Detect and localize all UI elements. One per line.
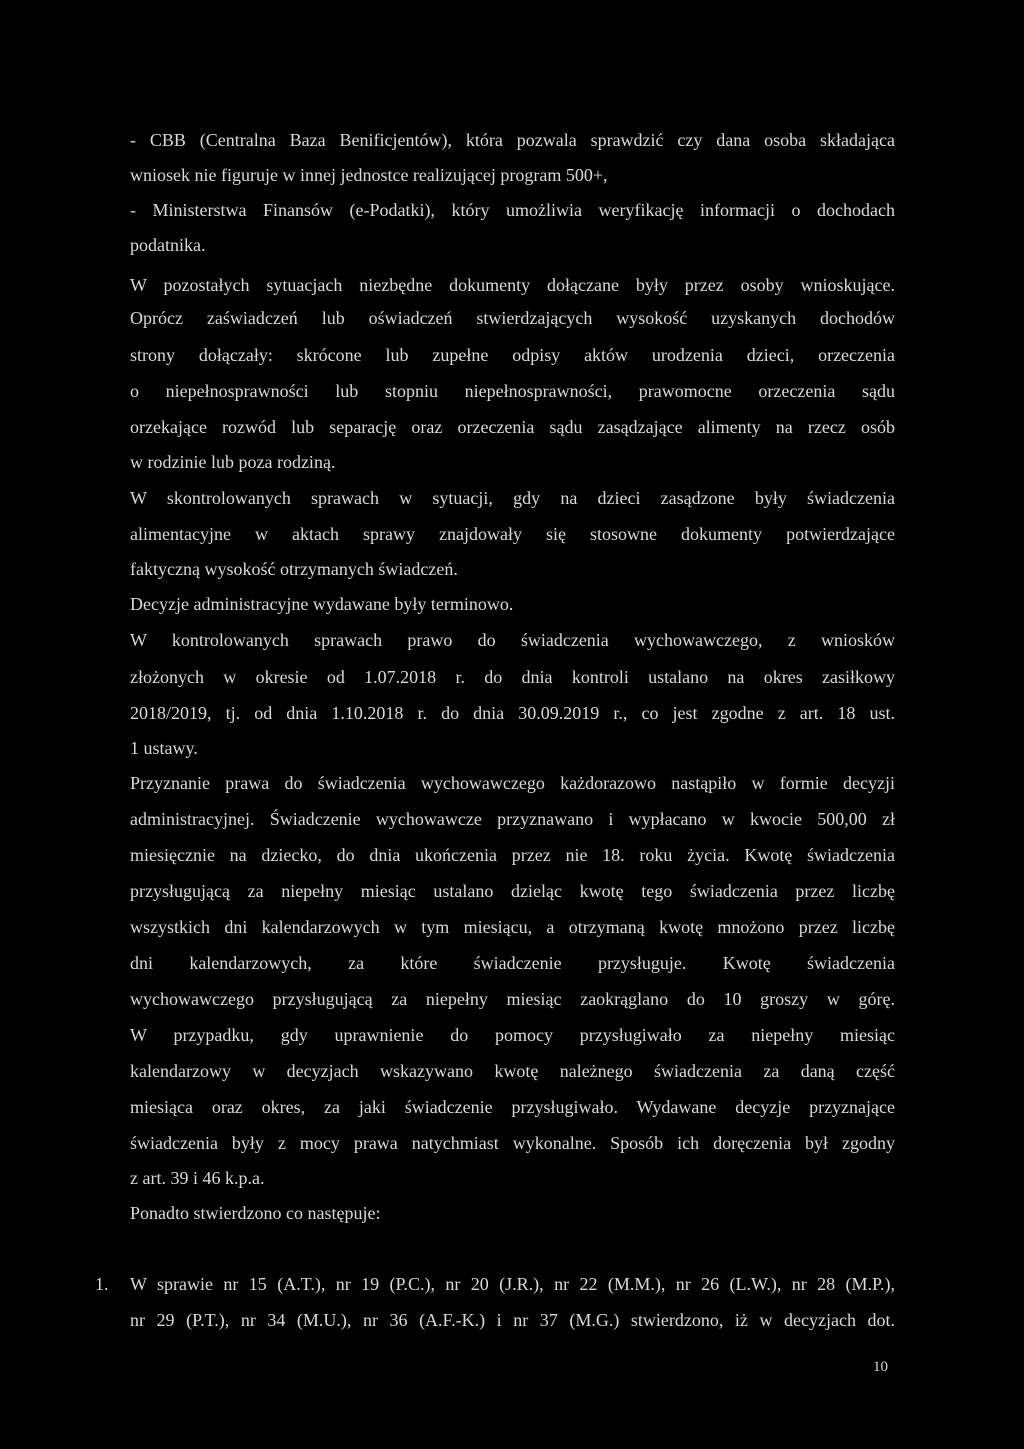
text-line: faktyczną wysokość otrzymanych świadczeń.	[130, 559, 458, 579]
text-line: wniosek nie figuruje w innej jednostce realizującej program 500+,	[130, 165, 608, 185]
text-line: - CBB (Centralna Baza Benificjentów), która pozwala sprawdzić czy dana osoba składająca	[130, 130, 895, 150]
text-line: miesiąca oraz okres, za jaki świadczenie przysługiwało. Wydawane decyzje przyznające	[130, 1097, 895, 1117]
text-line: z art. 39 i 46 k.p.a.	[130, 1168, 265, 1188]
text-line: przysługującą za niepełny miesiąc ustalano dzieląc kwotę tego świadczenia przez liczbę	[130, 881, 895, 901]
text-line: złożonych w okresie od 1.07.2018 r. do dnia kontroli ustalano na okres zasiłkowy	[130, 667, 895, 687]
text-line: wychowawczego przysługującą za niepełny miesiąc zaokrąglano do 10 groszy w górę.	[130, 989, 895, 1009]
text-line: w rodzinie lub poza rodziną.	[130, 452, 336, 472]
text-line: - Ministerstwa Finansów (e-Podatki), który umożliwia weryfikację informacji o dochodach	[130, 200, 895, 220]
text-line: Przyznanie prawa do świadczenia wychowawczego każdorazowo nastąpiło w formie decyzji	[130, 773, 895, 793]
list-item-line: W sprawie nr 15 (A.T.), nr 19 (P.C.), nr 20 (J.R.), nr 22 (M.M.), nr 26 (L.W.), nr 28 (M.P.),	[130, 1274, 895, 1294]
text-line: administracyjnej. Świadczenie wychowawcze przyznawano i wypłacano w kwocie 500,00 zł	[130, 809, 895, 829]
text-line: podatnika.	[130, 235, 206, 255]
page-number: 10	[873, 1359, 888, 1375]
text-line: W przypadku, gdy uprawnienie do pomocy przysługiwało za niepełny miesiąc	[130, 1025, 895, 1045]
text-line: wszystkich dni kalendarzowych w tym miesiącu, a otrzymaną kwotę mnożono przez liczbę	[130, 917, 895, 937]
text-line: Ponadto stwierdzono co następuje:	[130, 1203, 381, 1223]
text-line: strony dołączały: skrócone lub zupełne odpisy aktów urodzenia dzieci, orzeczenia	[130, 345, 895, 365]
text-line: 2018/2019, tj. od dnia 1.10.2018 r. do dnia 30.09.2019 r., co jest zgodne z art. 18 ust.	[130, 703, 895, 723]
text-line: alimentacyjne w aktach sprawy znajdowały się stosowne dokumenty potwierdzające	[130, 524, 895, 544]
text-line: W kontrolowanych sprawach prawo do świadczenia wychowawczego, z wniosków	[130, 630, 895, 650]
text-line: Oprócz zaświadczeń lub oświadczeń stwierdzających wysokość uzyskanych dochodów	[130, 308, 895, 328]
text-line: kalendarzowy w decyzjach wskazywano kwotę należnego świadczenia za daną część	[130, 1061, 895, 1081]
text-line: orzekające rozwód lub separację oraz orzeczenia sądu zasądzające alimenty na rzecz osób	[130, 417, 895, 437]
list-item-number: 1.	[95, 1274, 109, 1294]
text-line: miesięcznie na dziecko, do dnia ukończenia przez nie 18. roku życia. Kwotę świadczenia	[130, 845, 895, 865]
text-line: W skontrolowanych sprawach w sytuacji, gdy na dzieci zasądzone były świadczenia	[130, 488, 895, 508]
list-item-line: nr 29 (P.T.), nr 34 (M.U.), nr 36 (A.F.-K.) i nr 37 (M.G.) stwierdzono, iż w decyzjach dot.	[130, 1310, 895, 1330]
text-line: Decyzje administracyjne wydawane były terminowo.	[130, 594, 514, 614]
text-line: 1 ustawy.	[130, 738, 198, 758]
text-line: świadczenia były z mocy prawa natychmiast wykonalne. Sposób ich doręczenia był zgodny	[130, 1133, 895, 1153]
text-line: W pozostałych sytuacjach niezbędne dokumenty dołączane były przez osoby wnioskujące.	[130, 275, 895, 295]
text-line: dni kalendarzowych, za które świadczenie przysługuje. Kwotę świadczenia	[130, 953, 895, 973]
text-line: o niepełnosprawności lub stopniu niepełnosprawności, prawomocne orzeczenia sądu	[130, 381, 895, 401]
